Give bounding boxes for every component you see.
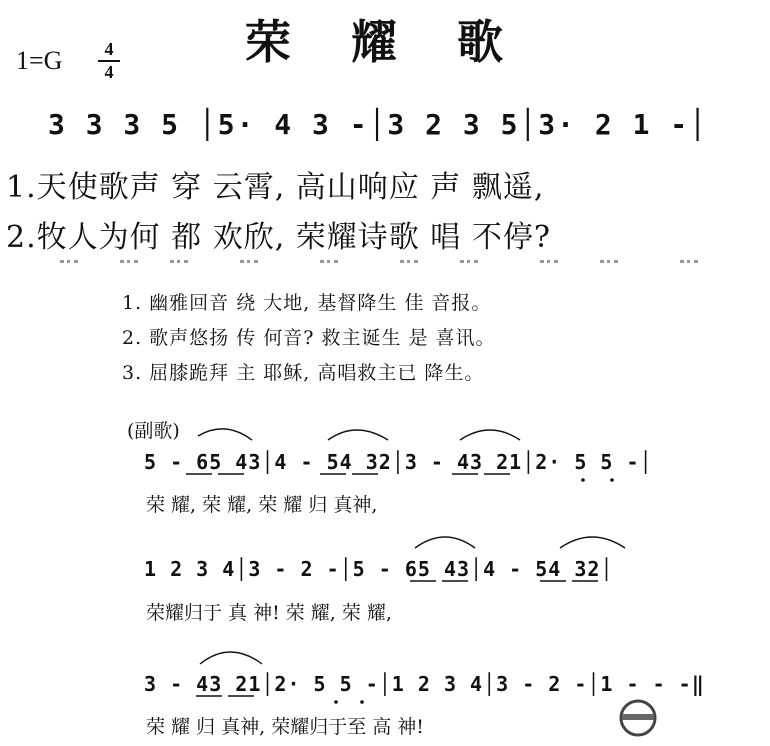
song-title: 荣 耀 歌 [244,15,526,69]
time-signature-bottom: 4 [104,62,114,82]
watermark-logo [612,698,664,738]
chorus-notes-line-2: 1 2 3 4│3 - 2 -│5 - 65 43│4 - 54 32│ [144,557,614,581]
chorus-label: (副歌) [127,420,180,442]
slur-arc [200,652,262,664]
chorus-lyrics-line-1: 荣 耀, 荣 耀, 荣 耀 归 真神, [146,494,378,516]
slur-arc [460,430,520,440]
chorus-lyrics-line-2: 荣耀归于 真 神! 荣 耀, 荣 耀, [146,602,392,624]
small-verse-1: 1. 幽雅回音 绕 大地, 基督降生 佳 音报。 [122,292,492,314]
small-verse-2: 2. 歌声悠扬 传 何音? 救主诞生 是 喜讯。 [122,327,496,349]
verse-lyric-2: 2.牧人为何 都 欢欣, 荣耀诗歌 唱 不停? [6,220,551,255]
cropped-row-fragment [40,260,730,278]
small-verse-3: 3. 屈膝跪拜 主 耶稣, 高唱救主已 降生。 [122,362,485,384]
verse-lyric-1: 1.天使歌声 穿 云霄, 高山响应 声 飘遥, [6,170,545,205]
slur-arc [560,537,625,548]
key-signature: 1=G [16,46,63,75]
verse-notes: 3 3 3 5 │5· 4 3 -│3 2 3 5│3· 2 1 -│ [48,108,709,141]
chorus-notes-line-1: 5 - 65 43│4 - 54 32│3 - 43 21│2· 5 5 -│ [144,450,653,474]
time-signature [98,40,120,82]
chorus-lyrics-line-3: 荣 耀 归 真神, 荣耀归于至 高 神! [146,716,424,738]
slur-arc [415,537,475,548]
slur-arc [328,430,388,440]
chorus-notes-line-3: 3 - 43 21│2· 5 5 -│1 2 3 4│3 - 2 -│1 - - -‖ [144,672,705,696]
time-signature-top: 4 [104,39,114,59]
slur-arc [198,429,252,440]
